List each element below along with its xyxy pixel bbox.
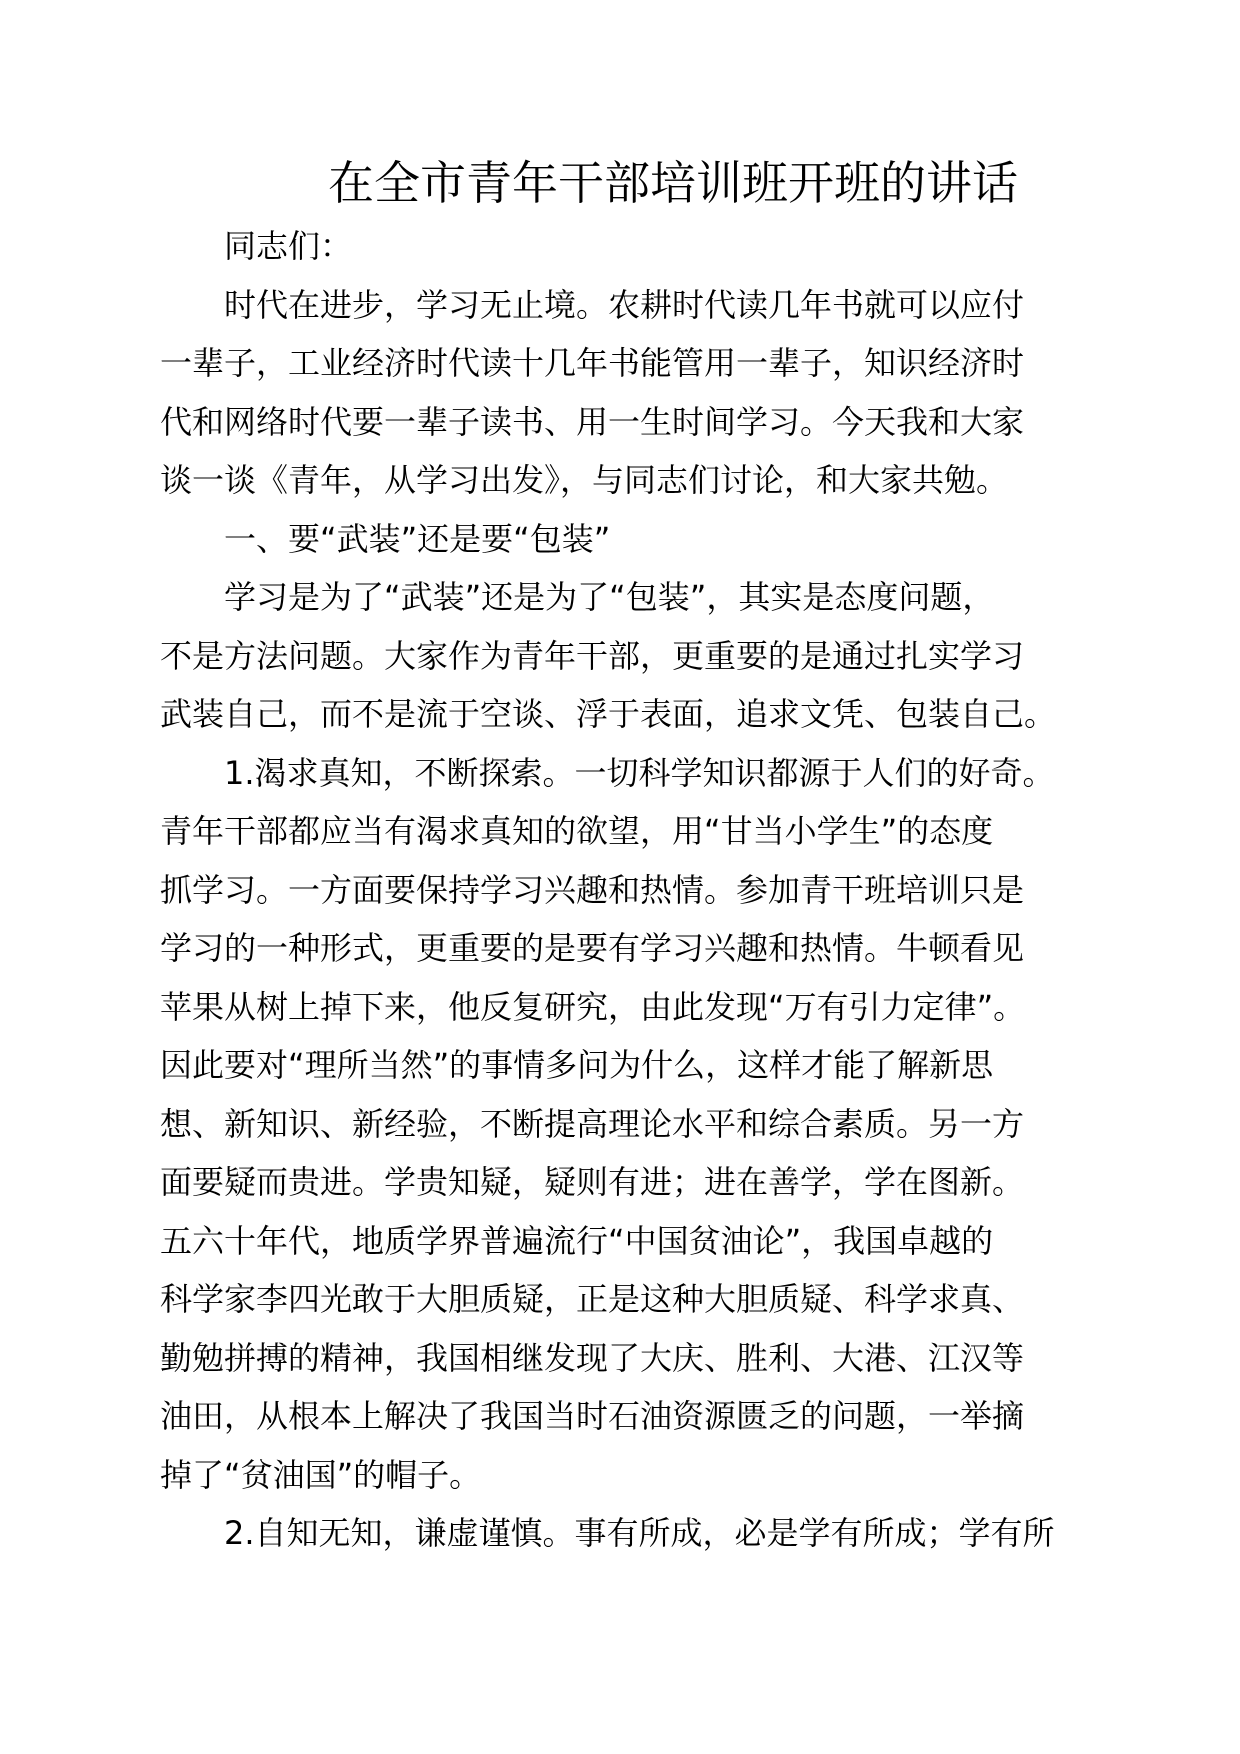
text-line: 油田，从根本上解决了我国当时石油资源匮乏的问题，一举摘 <box>160 1397 1025 1435</box>
paragraph-list <box>160 276 1100 1563</box>
text-line: 面要疑而贵进。学贵知疑，疑则有进；进在善学，学在图新。 <box>160 1163 1025 1201</box>
text-line: 2.自知无知，谦虚谨慎。事有所成，必是学有所成；学有所 <box>224 1514 1055 1552</box>
text-line: 时代在进步，学习无止境。农耕时代读几年书就可以应付 <box>224 285 1025 324</box>
paragraph <box>160 744 1100 1505</box>
text-line: 不是方法问题。大家作为青年干部，更重要的是通过扎实学习 <box>160 636 1025 675</box>
text-line: 学习是为了“武装”还是为了“包装”，其实是态度问题， <box>224 578 995 616</box>
document-body <box>160 217 1100 1563</box>
paragraph <box>160 1504 1100 1563</box>
text-line: 一辈子，工业经济时代读十几年书能管用一辈子，知识经济时 <box>160 344 1025 382</box>
text-line: 谈一谈《青年，从学习出发》，与同志们讨论，和大家共勉。 <box>160 461 1009 499</box>
paragraph <box>160 510 1100 569</box>
text-line: 科学家李四光敢于大胆质疑，正是这种大胆质疑、科学求真、 <box>160 1280 1025 1318</box>
paragraph <box>160 276 1100 510</box>
text-line: 掉了“贫油国”的帽子。 <box>160 1455 482 1494</box>
text-line: 因此要对“理所当然”的事情多问为什么，这样才能了解新思 <box>160 1046 994 1084</box>
paragraph <box>160 568 1100 744</box>
text-line: 青年干部都应当有渴求真知的欲望，用“甘当小学生”的态度 <box>160 812 994 850</box>
text-line: 想、新知识、新经验，不断提高理论水平和综合素质。另一方 <box>160 1104 1025 1143</box>
text-line: 武装自己，而不是流于空谈、浮于表面，追求文凭、包装自己。 <box>160 695 1057 733</box>
text-line: 勤勉拼搏的精神，我国相继发现了大庆、胜利、大港、江汉等 <box>160 1338 1025 1377</box>
salutation: 同志们： <box>224 227 353 265</box>
text-line: 1.渴求真知，不断探索。一切科学知识都源于人们的好奇。 <box>224 753 1055 792</box>
text-line: 代和网络时代要一辈子读书、用一生时间学习。今天我和大家 <box>160 402 1025 441</box>
text-line: 学习的一种形式，更重要的是要有学习兴趣和热情。牛顿看见 <box>160 929 1025 967</box>
text-line: 苹果从树上掉下来，他反复研究，由此发现“万有引力定律”。 <box>160 987 1026 1026</box>
text-line: 五六十年代，地质学界普遍流行“中国贫油论”，我国卓越的 <box>160 1221 994 1260</box>
text-line: 一、要“武装”还是要“包装” <box>224 519 611 558</box>
text-line: 抓学习。一方面要保持学习兴趣和热情。参加青干班培训只是 <box>160 870 1025 909</box>
document-title: 在全市青年干部培训班开班的讲话 <box>328 156 1018 210</box>
